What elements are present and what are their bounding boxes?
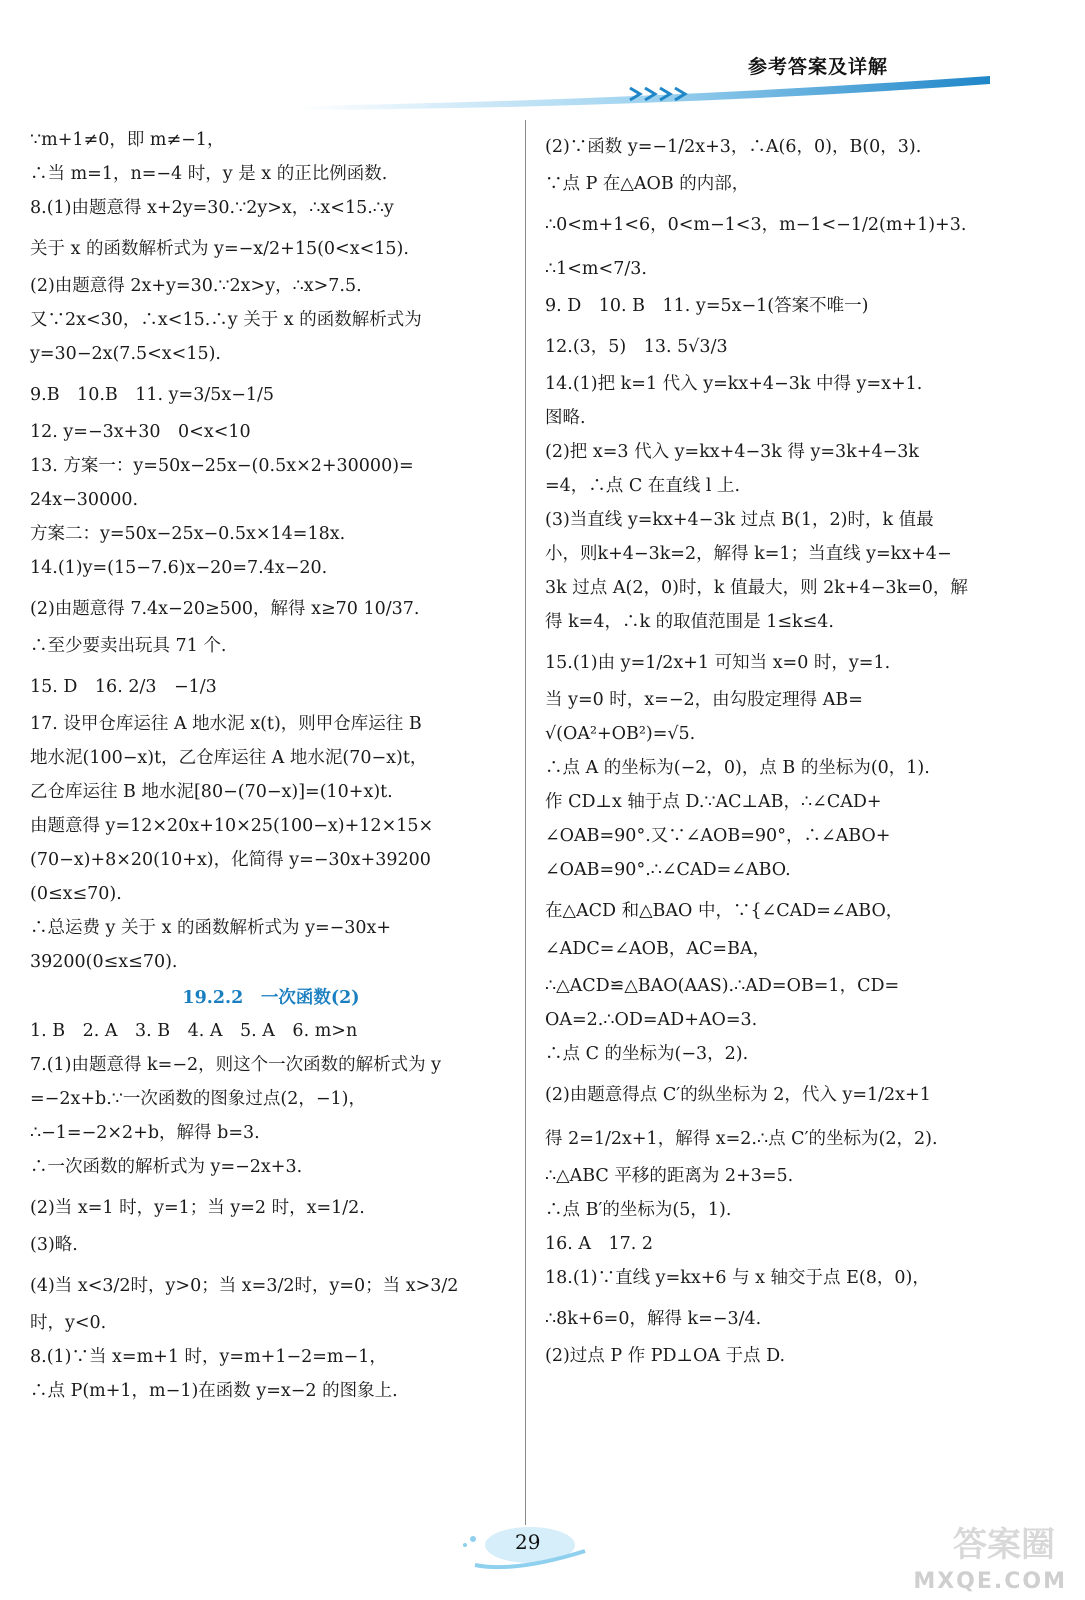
- text-line: 15. D 16. 2/3 −1/3: [30, 677, 217, 697]
- text-line: 得 k=4，∴k 的取值范围是 1≤k≤4.: [545, 612, 834, 632]
- text-line: 8.(1)由题意得 x+2y=30.∵2y>x，∴x<15.∴y: [30, 198, 394, 218]
- text-line: ∴8k+6=0，解得 k=−3/4.: [545, 1309, 762, 1329]
- text-line: 8.(1)∵当 x=m+1 时，y=m+1−2=m−1，: [30, 1347, 387, 1367]
- text-line: 14.(1)把 k=1 代入 y=kx+4−3k 中得 y=x+1.: [545, 374, 923, 394]
- text-line: 13. 方案一：y=50x−25x−(0.5x×2+30000)=: [30, 456, 414, 476]
- text-line: ∴0<m+1<6，0<m−1<3，m−1<−1/2(m+1)+3.: [545, 215, 967, 235]
- text-line: 14.(1)y=(15−7.6)x−20=7.4x−20.: [30, 558, 328, 578]
- watermark-text: MXQE.COM: [913, 1569, 1067, 1594]
- text-line: ∴点 P(m+1，m−1)在函数 y=x−2 的图象上.: [30, 1381, 398, 1401]
- page-number: 29: [515, 1530, 541, 1554]
- text-line: 3k 过点 A(2，0)时，k 值最大，则 2k+4−3k=0，解: [545, 578, 968, 598]
- left-column: [30, 128, 512, 1413]
- text-line: 图略.: [545, 408, 586, 428]
- text-line: (3)当直线 y=kx+4−3k 过点 B(1，2)时，k 值最: [545, 510, 934, 530]
- text-line: ∵m+1≠0，即 m≠−1，: [30, 130, 225, 150]
- text-line: 得 2=1/2x+1，解得 x=2.∴点 C′的坐标为(2，2).: [545, 1129, 938, 1149]
- section-heading: 19.2.2 一次函数(2): [182, 988, 360, 1008]
- text-line: (0≤x≤70).: [30, 884, 122, 904]
- text-line: OA=2.∴OD=AD+AO=3.: [545, 1010, 758, 1030]
- text-line: ∴点 B′的坐标为(5，1).: [545, 1200, 732, 1220]
- text-line: ∴总运费 y 关于 x 的函数解析式为 y=−30x+: [30, 918, 392, 938]
- watermark-logo: 答案圈: [953, 1525, 1055, 1565]
- text-line: 12.(3，5) 13. 5√3/3: [545, 337, 728, 357]
- text-line: 方案二：y=50x−25x−0.5x×14=18x.: [30, 524, 346, 544]
- text-line: ∴至少要卖出玩具 71 个.: [30, 636, 227, 656]
- text-line: ∠OAB=90°.又∵∠AOB=90°，∴∠ABO+: [545, 826, 891, 846]
- text-line: =−2x+b.∵一次函数的图象过点(2，−1)，: [30, 1089, 366, 1109]
- text-line: 18.(1)∵直线 y=kx+6 与 x 轴交于点 E(8，0)，: [545, 1268, 930, 1288]
- text-line: 24x−30000.: [30, 490, 139, 510]
- text-line: ∴当 m=1，n=−4 时，y 是 x 的正比例函数.: [30, 164, 388, 184]
- text-line: 作 CD⊥x 轴于点 D.∵AC⊥AB，∴∠CAD+: [545, 792, 882, 812]
- text-line: 1. B 2. A 3. B 4. A 5. A 6. m>n: [30, 1021, 358, 1041]
- text-line: 7.(1)由题意得 k=−2，则这个一次函数的解析式为 y: [30, 1055, 442, 1075]
- text-line: 关于 x 的函数解析式为 y=−x/2+15(0<x<15).: [30, 239, 409, 259]
- text-line: 16. A 17. 2: [545, 1234, 654, 1254]
- text-line: ∴一次函数的解析式为 y=−2x+3.: [30, 1157, 303, 1177]
- text-line: 9. D 10. B 11. y=5x−1(答案不唯一): [545, 296, 869, 316]
- text-line: ∴△ACD≌△BAO(AAS).∴AD=OB=1，CD=: [545, 976, 900, 996]
- text-line: √(OA²+OB²)=√5.: [545, 724, 696, 744]
- text-line: (2)过点 P 作 PD⊥OA 于点 D.: [545, 1346, 786, 1366]
- text-line: 地水泥(100−x)t，乙仓库运往 A 地水泥(70−x)t，: [30, 748, 428, 768]
- text-line: (2)由题意得 7.4x−20≥500，解得 x≥70 10/37.: [30, 599, 420, 619]
- text-line: ∴−1=−2×2+b，解得 b=3.: [30, 1123, 260, 1143]
- text-line: 由题意得 y=12×20x+10×25(100−x)+12×15×: [30, 816, 434, 836]
- text-line: (3)略.: [30, 1235, 78, 1255]
- text-line: ∵点 P 在△AOB 的内部，: [545, 174, 750, 194]
- text-line: ∠OAB=90°.∴∠CAD=∠ABO.: [545, 860, 791, 880]
- right-column: [545, 128, 1045, 1378]
- text-line: 小，则k+4−3k=2，解得 k=1；当直线 y=kx+4−: [545, 544, 952, 564]
- text-line: ∴1<m<7/3.: [545, 259, 647, 279]
- text-line: 15.(1)由 y=1/2x+1 可知当 x=0 时，y=1.: [545, 653, 891, 673]
- text-line: 9.B 10.B 11. y=3/5x−1/5: [30, 385, 275, 405]
- text-line: y=30−2x(7.5<x<15).: [30, 344, 221, 364]
- text-line: (2)由题意得点 C′的纵坐标为 2，代入 y=1/2x+1: [545, 1085, 931, 1105]
- text-line: ∴△ABC 平移的距离为 2+3=5.: [545, 1166, 794, 1186]
- header-decoration: [300, 74, 1000, 114]
- text-line: 39200(0≤x≤70).: [30, 952, 178, 972]
- text-line: 乙仓库运往 B 地水泥[80−(70−x)]=(10+x)t.: [30, 782, 393, 802]
- page-header-title: 参考答案及详解: [748, 56, 889, 78]
- text-line: 在△ACD 和△BAO 中，∵{∠CAD=∠ABO，∠ADC=∠AOB，AC=BA，: [545, 901, 904, 959]
- text-line: ∴点 A 的坐标为(−2，0)，点 B 的坐标为(0，1).: [545, 758, 930, 778]
- text-line: =4，∴点 C 在直线 l 上.: [545, 476, 741, 496]
- text-line: (2)当 x=1 时，y=1；当 y=2 时，x=1/2.: [30, 1198, 365, 1218]
- text-line: (4)当 x<3/2时，y>0；当 x=3/2时，y=0；当 x>3/2: [30, 1276, 459, 1296]
- text-line: 又∵2x<30，∴x<15.∴y 关于 x 的函数解析式为: [30, 310, 422, 330]
- text-line: 当 y=0 时，x=−2，由勾股定理得 AB=: [545, 690, 863, 710]
- text-line: (2)把 x=3 代入 y=kx+4−3k 得 y=3k+4−3k: [545, 442, 919, 462]
- text-line: (2)∵函数 y=−1/2x+3，∴A(6，0)，B(0，3).: [545, 137, 922, 157]
- column-divider: [525, 120, 526, 1525]
- text-line: 时，y<0.: [30, 1313, 107, 1333]
- text-line: 17. 设甲仓库运往 A 地水泥 x(t)，则甲仓库运往 B: [30, 714, 422, 734]
- text-line: 12. y=−3x+30 0<x<10: [30, 422, 251, 442]
- text-line: (70−x)+8×20(10+x)，化简得 y=−30x+39200: [30, 850, 431, 870]
- text-line: (2)由题意得 2x+y=30.∵2x>y，∴x>7.5.: [30, 276, 362, 296]
- text-line: ∴点 C 的坐标为(−3，2).: [545, 1044, 749, 1064]
